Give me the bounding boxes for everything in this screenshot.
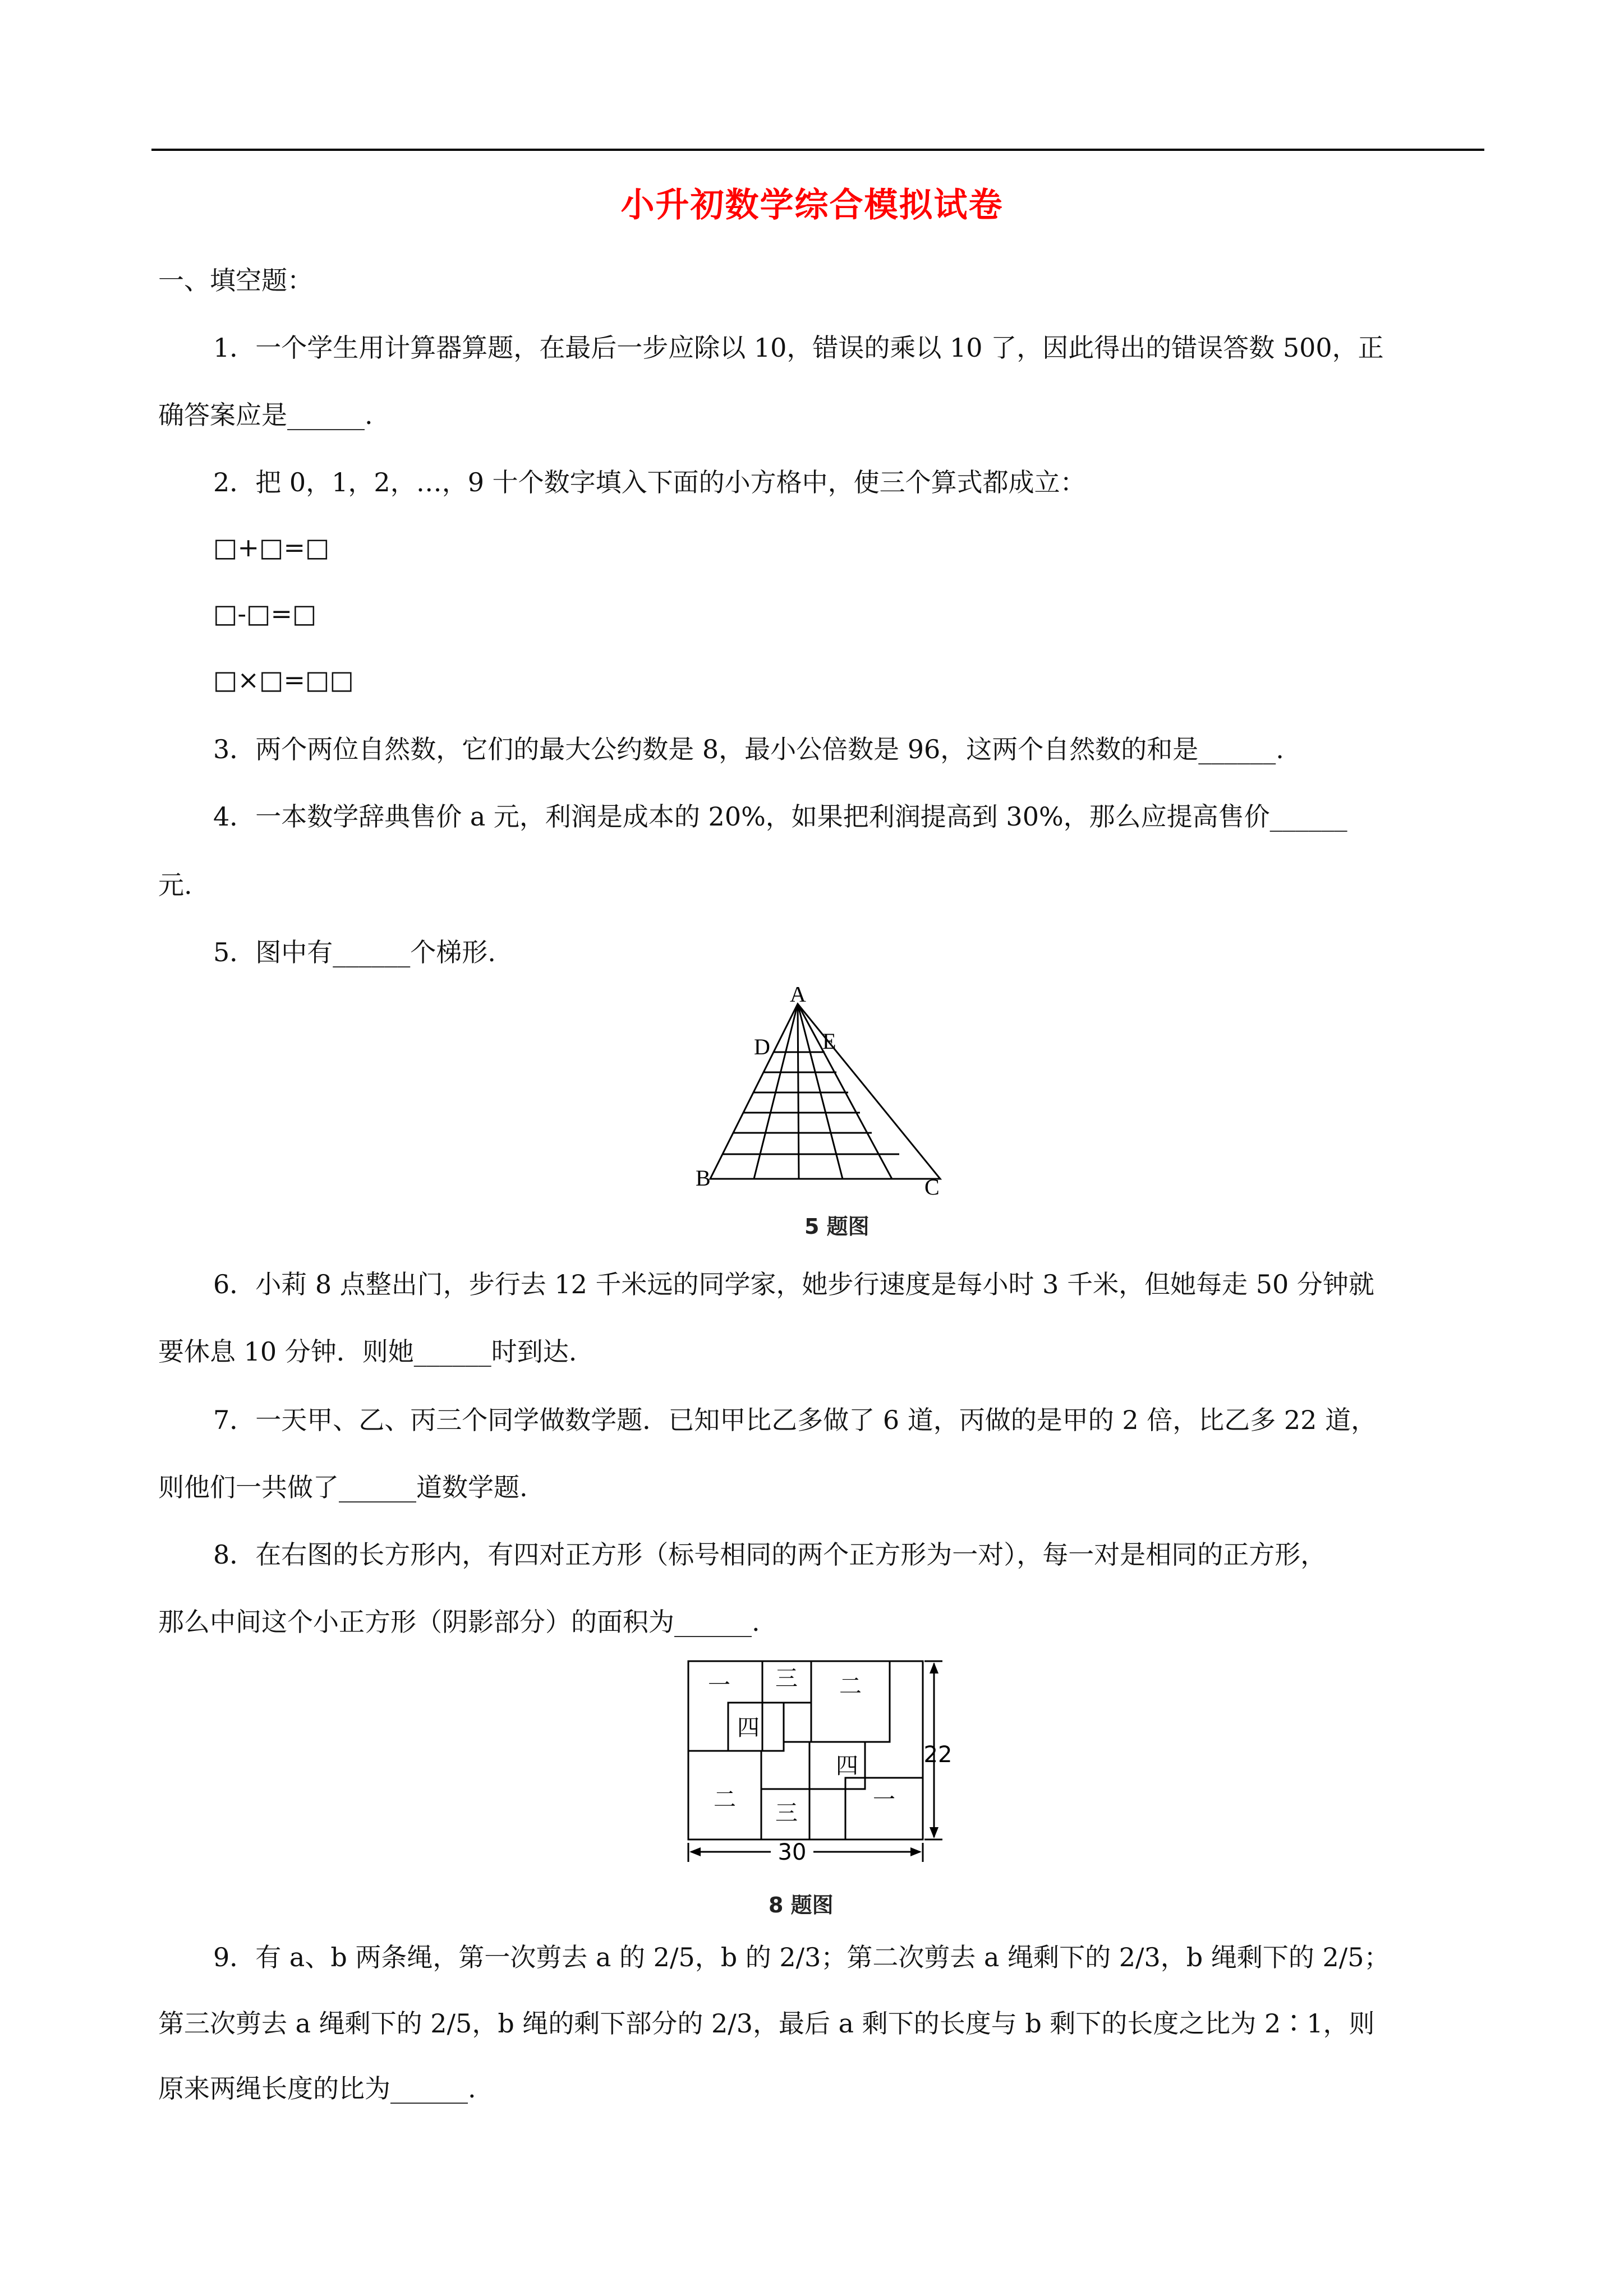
arrow-up xyxy=(930,1662,938,1673)
label-three-top: 三 xyxy=(775,1666,798,1691)
ray xyxy=(798,1004,892,1179)
page-title: 小升初数学综合模拟试卷 xyxy=(620,186,1004,225)
figure-5-caption: 5 题图 xyxy=(804,1214,869,1239)
header-rule xyxy=(151,149,1484,151)
q7-line1: 7．一天甲、乙、丙三个同学做数学题．已知甲比乙多做了 6 道，丙做的是甲的 2 倍，比乙多 22 道， xyxy=(213,1405,1377,1435)
q3-line1: 3．两个两位自然数，它们的最大公约数是 8，最小公倍数是 96，这两个自然数的和是______. xyxy=(213,734,1284,764)
rectangle-figure xyxy=(679,1654,993,1924)
ray xyxy=(798,1004,799,1179)
q6-line1: 6．小莉 8 点整出门，步行去 12 千米远的同学家，她步行速度是每小时 3 千米，但她每走 50 分钟就 xyxy=(213,1269,1374,1299)
label-four-bottom: 四 xyxy=(836,1753,858,1779)
label-two-top: 二 xyxy=(839,1673,862,1699)
q7-line2: 则他们一共做了______道数学题. xyxy=(158,1472,528,1502)
section-heading: 一、填空题： xyxy=(158,265,313,296)
q8-line2: 那么中间这个小正方形（阴影部分）的面积为______. xyxy=(158,1607,760,1637)
q8-line1: 8．在右图的长方形内，有四对正方形（标号相同的两个正方形为一对），每一对是相同的正方形， xyxy=(213,1539,1327,1570)
q5-line1: 5．图中有______个梯形. xyxy=(213,937,496,967)
width-label: 30 xyxy=(778,1839,807,1865)
q2-eq1: □+□=□ xyxy=(213,532,330,563)
triangle-figure xyxy=(696,987,965,1245)
q1-line2: 确答案应是______. xyxy=(158,400,373,430)
q4-line2: 元. xyxy=(158,870,192,900)
label-C: C xyxy=(924,1174,940,1200)
label-one-top: 一 xyxy=(708,1672,730,1698)
arrow-down xyxy=(930,1827,938,1838)
q9-line1: 9．有 a、b 两条绳，第一次剪去 a 的 2/5，b 的 2/3；第二次剪去 a 绳剩下的 2/3，b 绳剩下的 2/5； xyxy=(213,1942,1390,1972)
figure-8-caption: 8 题图 xyxy=(769,1893,834,1917)
label-four-top: 四 xyxy=(737,1715,760,1741)
height-label: 22 xyxy=(923,1742,953,1768)
ray xyxy=(754,1004,798,1179)
q4-line1: 4．一本数学辞典售价 a 元，利润是成本的 20%，如果把利润提高到 30%，那么应提高售价______ xyxy=(213,801,1347,832)
q2-eq2: □-□=□ xyxy=(213,598,317,629)
label-B: B xyxy=(696,1165,711,1191)
label-A: A xyxy=(790,987,806,1007)
label-D: D xyxy=(754,1034,770,1059)
arrow-right xyxy=(910,1847,922,1856)
label-E: E xyxy=(822,1029,836,1054)
q6-line2: 要休息 10 分钟．则她______时到达. xyxy=(158,1336,577,1367)
arrow-left xyxy=(689,1847,701,1856)
label-three-bottom: 三 xyxy=(775,1800,798,1826)
q2-line1: 2．把 0，1，2，…，9 十个数字填入下面的小方格中，使三个算式都成立： xyxy=(213,467,1086,497)
label-two-bottom: 二 xyxy=(714,1787,736,1813)
q2-eq3: □×□=□□ xyxy=(213,665,354,695)
q9-line2: 第三次剪去 a 绳剩下的 2/5，b 绳的剩下部分的 2/3，最后 a 剩下的长度与 b 剩下的长度之比为 2∶1，则 xyxy=(158,2008,1375,2039)
q9-line3: 原来两绳长度的比为______. xyxy=(158,2073,476,2104)
q1-line1: 1．一个学生用计算器算题，在最后一步应除以 10，错误的乘以 10 了，因此得出的错误答数 500，正 xyxy=(213,333,1384,363)
label-one-bottom: 一 xyxy=(873,1787,895,1813)
center-small-square xyxy=(784,1703,811,1742)
